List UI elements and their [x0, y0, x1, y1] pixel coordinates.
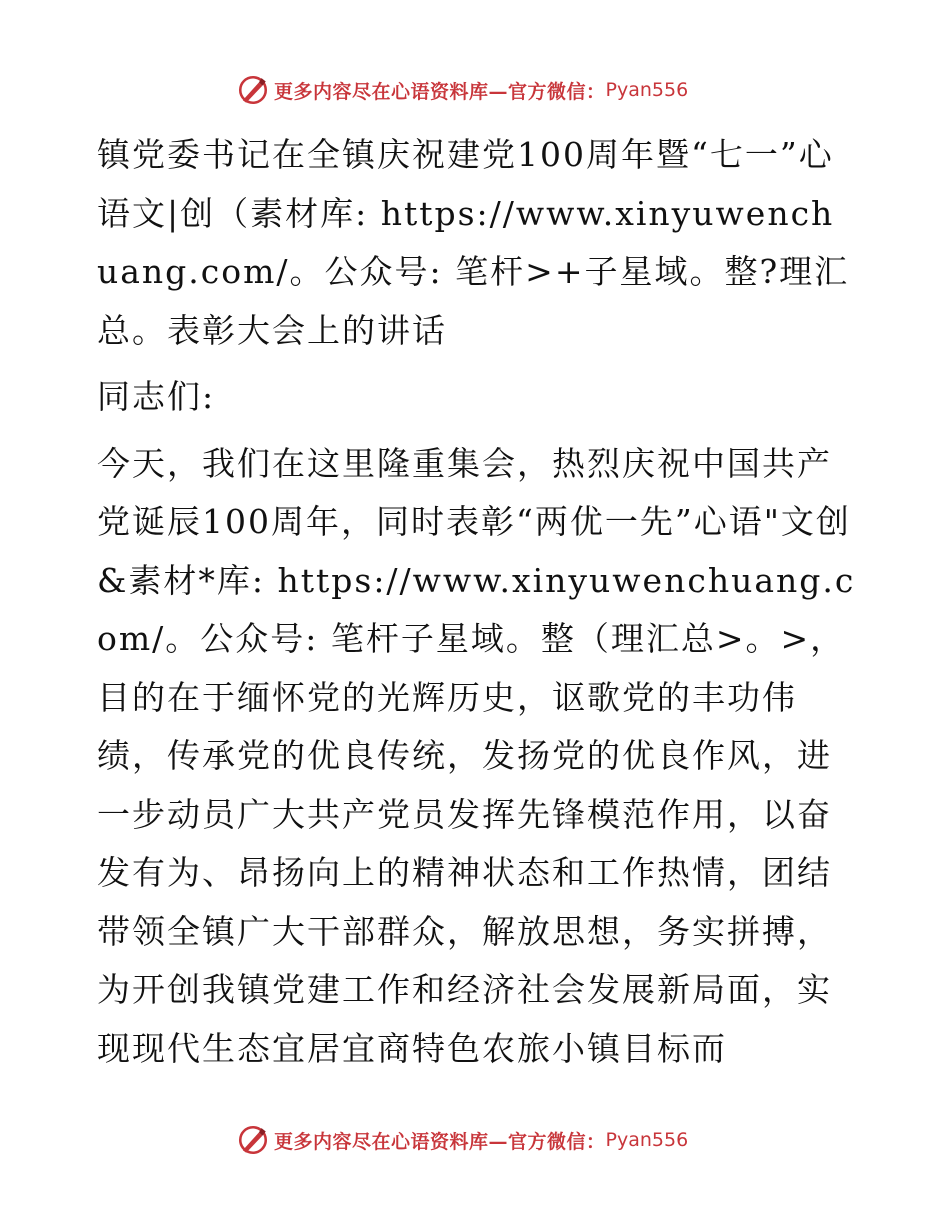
- watermark-promo-text: 更多内容尽在心语资料库—官方微信：: [274, 80, 606, 103]
- footer-watermark: [236, 1122, 688, 1158]
- watermark-wechat-id: Pyan556: [605, 1129, 689, 1151]
- pen-logo-icon: [236, 1123, 270, 1157]
- watermark-wechat-id: Pyan556: [605, 79, 689, 101]
- header-watermark: [236, 72, 688, 108]
- watermark-promo-text: 更多内容尽在心语资料库—官方微信：: [274, 1130, 606, 1153]
- document-title: 镇党委书记在全镇庆祝建党100周年暨“七一”心语文|创（素材库: https://www.xinyuwenchuang.com/。公众号: 笔杆>+子星域。整?理汇总。表彰大会上的讲话: [97, 135, 850, 350]
- pen-logo-icon: [236, 73, 270, 107]
- body-paragraph: 今天，我们在这里隆重集会，热烈庆祝中国共产党诞辰100周年，同时表彰“两优一先”心语"文创&素材*库: https://www.xinyuwenchuang.com/。公众号: 笔杆子星域。整（理汇总>。>，目的在于缅怀党的光辉历史，讴歌党的丰功伟绩，传承党的优良传统，发扬党的优良作风，进一步动员广大共产党员发挥先锋模范作用，以奋发有为、昂扬向上的精神状态和工作热情，团结带领全镇广大干部群众，解放思想，务实拼搏，为开创我镇党建工作和经济社会发展新局面，实现现代生态宜居宜商特色农旅小镇目标而: [97, 443, 856, 1068]
- greeting-paragraph: 同志们:: [97, 377, 216, 416]
- document-body: [97, 126, 857, 1078]
